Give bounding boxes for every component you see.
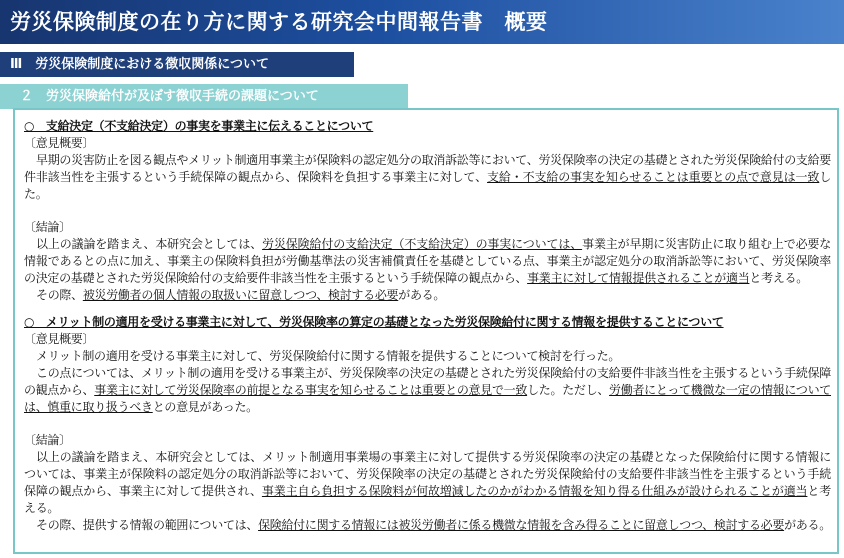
topic-2-opinion-intro: メリット制の適用を受ける事業主に対して、労災保険給付に関する情報を提供することについて検討を行った。: [36, 349, 621, 363]
topic-2-conclusion: 以上の議論を踏まえ、本研究会としては、メリット制適用事業場の事業主に対して提供する労災保険率の決定の基礎となった保険給付に関する情報については、事業主が保険料の認定処分の取消訴訟等において、労災保険率の決定の基礎とされた労災保険給付の支給要件非該当性を主張するという手続保障の観点から、事業主に対して提供され、事業主自ら負担する保険料が何故増減したのかがわかる情報を知り得る仕組みが設けられることが適当と考える。: [24, 450, 831, 515]
topic-2-heading: ○ メリット制の適用を受ける事業主に対して、労災保険率の算定の基礎となった労災保険給付に関する情報を提供することについて: [24, 315, 724, 329]
topic-1-conclusion-note: その際、被災労働者の個人情報の取扱いに留意しつつ、検討する必要がある。: [36, 288, 446, 302]
subsection-heading: ２ 労災保険給付が及ぼす徴収手続の課題について: [0, 84, 408, 109]
content-box: [13, 108, 839, 554]
topic-1-conclusion: 以上の議論を踏まえ、本研究会としては、労災保険給付の支給決定（不支給決定）の事実については、事業主が早期に災害防止に取り組む上で必要な情報であるとの点に加え、事業主の保険料負担が労働基準法の災害補償責任を基礎としている点、事業主が認定処分の取消訴訟等において、労災保険率の決定の基礎とされた労災保険給付の支給要件非該当性を主張するという手続保障の観点から、事業主に対して情報提供されることが適当と考える。: [24, 237, 831, 285]
page-title: 労災保険制度の在り方に関する研究会中間報告書 概要: [0, 0, 844, 44]
conclusion-label: 〔結論〕: [24, 433, 71, 447]
opinion-label: 〔意見概要〕: [24, 332, 95, 346]
topic-2-opinion: この点については、メリット制の適用を受ける事業主が、労災保険率の決定の基礎とされた労災保険給付の支給要件非該当性を主張するという手続保障の観点から、事業主に対して労災保険率の前提となる事実を知らせることは重要との意見で一致した。ただし、労働者にとって機微な一定の情報については、慎重に取り扱うべきとの意見があった。: [24, 366, 832, 414]
topic-1-heading: ○ 支給決定（不支給決定）の事実を事業主に伝えることについて: [24, 119, 374, 133]
topic-1-opinion: 早期の災害防止を図る観点やメリット制適用事業主が保険料の認定処分の取消訴訟等において、労災保険率の決定の基礎とされた労災保険給付の支給要件非該当性を主張するという手続保障の観点から、保険料を負担する事業主に対して、支給・不支給の事実を知らせることは重要との点で意見は一致した。: [24, 153, 831, 201]
topic-2-conclusion-note: その際、提供する情報の範囲については、保険給付に関する情報には被災労働者に係る機微な情報を含み得ることに留意しつつ、検討する必要がある。: [36, 518, 831, 532]
section-heading: Ⅲ 労災保険制度における徴収関係について: [0, 52, 354, 77]
opinion-label: 〔意見概要〕: [24, 136, 95, 150]
conclusion-label: 〔結論〕: [24, 220, 71, 234]
